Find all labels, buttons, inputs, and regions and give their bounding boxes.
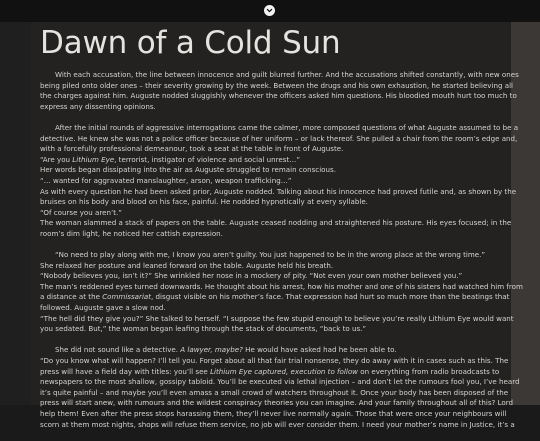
text-run: a distance at the — [40, 292, 103, 302]
chevron-down-icon — [266, 7, 273, 14]
story-line — [40, 250, 506, 261]
story-line — [40, 165, 506, 176]
story-line — [40, 271, 506, 282]
text-run: “Of course you aren’t.” — [40, 207, 122, 217]
story-line — [40, 197, 506, 208]
story-paragraph — [40, 122, 519, 240]
story-line — [40, 155, 506, 166]
collapse-toggle-button[interactable] — [264, 5, 275, 16]
story-line — [40, 303, 506, 314]
story-line — [40, 345, 506, 356]
text-run: room’s dim light, he noticed her cattish expression. — [40, 228, 223, 238]
text-run: press will have a field day with titles: you’ll see — [40, 366, 211, 376]
story-line — [40, 367, 506, 378]
text-run: it’s quite painful – and maybe you’ll even amass a small crowd of watchers throughout it. Once your body has been disposed of the — [40, 387, 509, 397]
story-line — [40, 229, 506, 240]
story-line — [40, 377, 520, 388]
text-run: newspapers to the most shallow, gossipy tabloid. You’ll be executed via lethal injection – and don’t let the rumours fool you, I’ve heard — [40, 377, 520, 387]
text-run: As with every question he had been asked prior, Auguste nodded. Talking about his innocence had proved futile and, as shown by the — [40, 186, 517, 196]
text-run: “… wanted for aggravated manslaughter, arson, weapon trafficking…” — [40, 175, 292, 185]
text-run: “Are you — [40, 154, 73, 164]
text-run: you sedated. But,” the woman began leafing through the stack of documents, “back to us.” — [40, 324, 367, 334]
story-paragraph — [40, 70, 519, 112]
story-line — [40, 218, 512, 229]
text-run: , disgust visible on his mother’s face. That expression had hurt so much more than the beatings that — [151, 292, 510, 302]
story-line — [40, 387, 509, 399]
text-run: “The hell did they give you?” She talked to herself. “I suppose the few stupid enough to believe you’re really Lithium Eye would want — [40, 313, 514, 323]
text-run: being piled onto older ones – their severity growing by the week. Between the drugs and his own exhaustion, he started believing all — [40, 80, 514, 90]
story-line — [40, 292, 510, 303]
text-run: He would have asked had he been able to. — [242, 345, 397, 355]
story-line — [40, 419, 515, 431]
story-title: Dawn of a Cold Sun — [40, 25, 341, 61]
text-run: “No need to play along with me, I know you aren’t guilty. You just happened to be in the wrong place at the wrong time.” — [55, 250, 486, 260]
text-run: express any dissenting opinions. — [40, 101, 156, 111]
story-page — [31, 22, 523, 429]
story-line — [40, 324, 506, 335]
text-run: with a forcefully professional demeanour, took a seat at the table in front of Auguste. — [40, 144, 344, 154]
text-run: help them! Even after the press stops harassing them, they’ll never live normally again. Those that were once your neighbours will — [40, 409, 507, 418]
italic-run: Commissariat — [102, 292, 152, 302]
italic-run: A lawyer, maybe? — [180, 345, 243, 355]
story-paragraph — [40, 250, 523, 335]
text-run: followed. Auguste gave a slow nod. — [40, 303, 166, 313]
story-line — [40, 122, 519, 134]
text-run: She did not sound like a detective. — [55, 345, 181, 355]
text-run: She relaxed her posture and leaned forward on the table. Auguste held his breath. — [40, 260, 334, 270]
story-line — [40, 91, 517, 102]
story-line — [40, 186, 517, 198]
text-run: “Do you know what will happen? I’ll tell you. Forget about all that fair trial nonsense, they do away with it in cases such as this. The — [40, 356, 509, 366]
story-paragraph — [40, 345, 520, 430]
text-run: detective. He knew she was not a police officer because of her uniform – or lack thereof. She pulled a chair from the room’s edge and, — [40, 133, 518, 143]
story-line — [40, 144, 506, 155]
top-bar — [0, 0, 540, 22]
text-run: With each accusation, the line between innocence and guilt blurred further. And the accusations shifted constantly, with new ones — [55, 70, 519, 79]
story-line — [40, 102, 506, 113]
text-run: The woman slammed a stack of papers on the table. Auguste ceased nodding and straightened his posture. His eyes focused; in the — [40, 218, 512, 228]
text-run: Her words began dissipating into the air as Auguste struggled to remain conscious. — [40, 165, 336, 175]
story-line — [40, 176, 506, 187]
text-run: “Nobody believes you, isn’t it?” She wrinkled her nose in a mockery of pity. “Not even your own mother believed you.” — [40, 271, 463, 281]
left-margin — [0, 22, 31, 405]
text-run: The man’s reddened eyes turned downwards. He thought about his arrest, how his mother and one of his sisters had watched him from — [40, 281, 523, 291]
italic-run: Lithium Eye captured, execution to follow — [210, 366, 358, 376]
story-line — [40, 356, 509, 367]
story-line — [40, 313, 514, 325]
text-run: bruises on his body and blood on his face, painful. He nodded hypnotically at every syllable. — [40, 197, 368, 207]
text-run: , terrorist, instigator of violence and social unrest…” — [114, 154, 301, 164]
text-run: the charges against him. Auguste nodded sluggishly whenever the officers asked him questions. His bloodied mouth hurt too much to — [40, 91, 517, 101]
story-body — [40, 70, 523, 441]
text-run: on everything from radio broadcasts to — [357, 366, 500, 376]
text-run: scorn at them most nights, shops will refuse them service, no job will ever consider them. I need your mother’s name in Justice, it’s a — [40, 419, 515, 429]
story-line — [40, 70, 519, 81]
text-run: After the initial rounds of aggressive interrogations came the calmer, more composed questions of what Auguste assumed to be a — [55, 122, 519, 132]
story-line — [40, 281, 523, 293]
story-line — [40, 133, 518, 145]
story-line — [40, 208, 506, 219]
story-line — [40, 261, 506, 272]
story-line — [40, 80, 514, 92]
story-line — [40, 398, 514, 409]
text-run: press will start anew, with rumours and the wildest conspiracy theories you can imagine. And your family throughout all of this? Lord — [40, 398, 514, 408]
italic-run: Lithium Eye — [72, 154, 115, 164]
story-line — [40, 409, 506, 420]
